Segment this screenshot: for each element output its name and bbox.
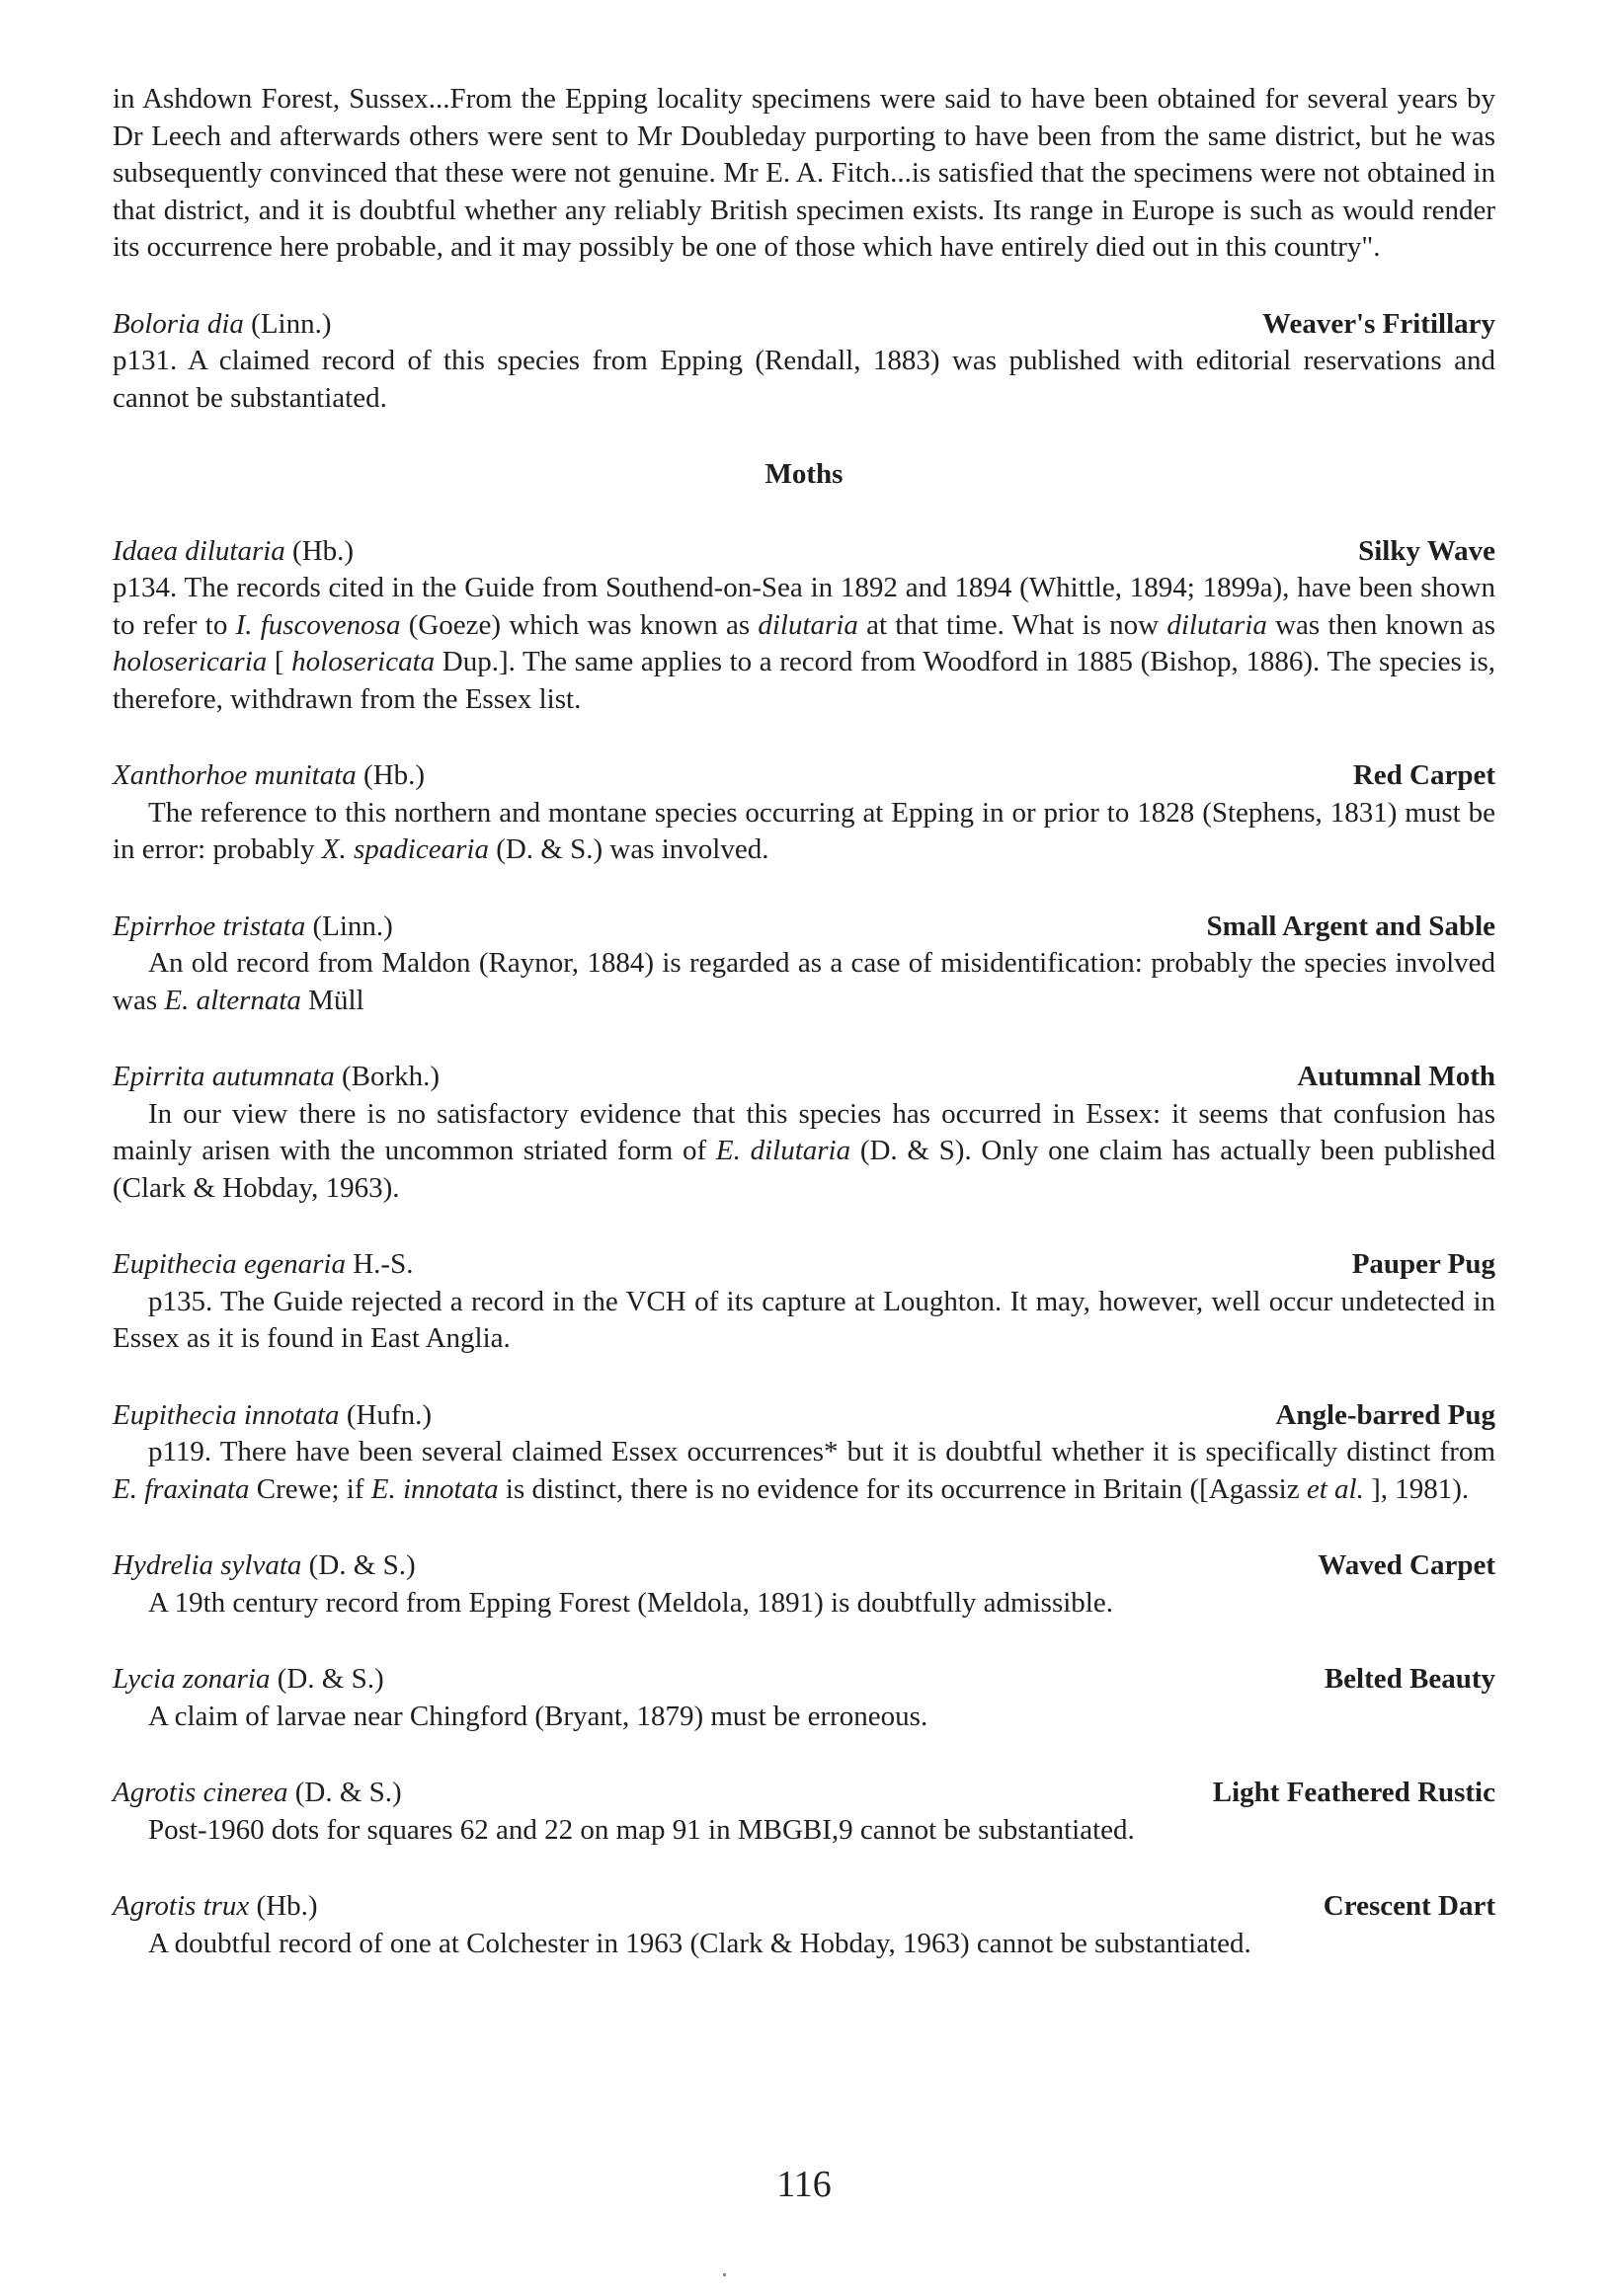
scientific-name: Agrotis cinerea (D. & S.) (113, 1777, 402, 1808)
common-name: Small Argent and Sable (1206, 910, 1495, 942)
entry-text: p131. A claimed record of this species from Epping (Rendall, 1883) was published with editorial reservations and cannot be substantiated. (113, 345, 1495, 414)
entry-header (113, 1547, 1495, 1585)
scientific-name: Epirrita autumnata (Borkh.) (113, 1061, 441, 1092)
entry-text: p119. There have been several claimed Essex occurrences* but it is doubtful whether it is specifically distinct from E. fraxinata Crewe; if E. innotata is distinct, there is no evidence for its occurrence in Britain ([Agassiz et al. ], 1981). (113, 1436, 1495, 1505)
intro-paragraph: in Ashdown Forest, Sussex...From the Epping locality specimens were said to have been obtained for several years by Dr Leech and afterwards others were sent to Mr Doubleday purporting to have been from the same district, but he was subsequently convinced that these were not genuine. Mr E. A. Fitch...is satisfied that the specimens were not obtained in that district, and it is doubtful whether any reliably British specimen exists. Its range in Europe is such as would render its occurrence here probable, and it may possibly be one of those which have entirely died out in this country". (113, 83, 1495, 263)
scientific-name: Lycia zonaria (D. & S.) (113, 1663, 384, 1695)
entry-boloria-dia (113, 306, 1495, 418)
entry-text: An old record from Maldon (Raynor, 1884) is regarded as a case of misidentification: probably the species involved was E. alternata Müll (113, 947, 1495, 1016)
entry-eupithecia-egenaria (113, 1246, 1495, 1358)
common-name: Autumnal Moth (1297, 1061, 1495, 1092)
scientific-name: Idaea dilutaria (Hb.) (113, 534, 355, 567)
entry-text: p135. The Guide rejected a record in the VCH of its capture at Loughton. It may, however, well occur undetected in Essex as it is found in East Anglia. (113, 1285, 1495, 1354)
entry-header (113, 1775, 1495, 1812)
entry-xanthorhoe-munitata (113, 757, 1495, 869)
entry-text: p134. The records cited in the Guide from Southend-on-Sea in 1892 and 1894 (Whittle, 1894; 1899a), have been shown to refer to I. fuscovenosa (Goeze) which was known as dilutaria at that time. What is now dilutaria was then known as holosericaria [ holosericata Dup.]. The same applies to a record from Woodford in 1885 (Bishop, 1886). The species is, therefore, withdrawn from the Essex list. (113, 572, 1495, 715)
entry-header (113, 1246, 1495, 1284)
scientific-name: Epirrhoe tristata (Linn.) (113, 910, 393, 942)
entry-header (113, 306, 1495, 344)
entry-text: The reference to this northern and montane species occurring at Epping in or prior to 1828 (Stephens, 1831) must be in error: probably X. spadicearia (D. & S.) was involved. (113, 796, 1495, 865)
scientific-name: Boloria dia (Linn.) (113, 307, 332, 340)
entry-lycia-zonaria (113, 1661, 1495, 1735)
page-number: 116 (776, 2164, 832, 2205)
common-name: Light Feathered Rustic (1212, 1777, 1495, 1808)
scientific-name: Xanthorhoe munitata (Hb.) (113, 759, 426, 791)
entry-epirrhoe-tristata (113, 909, 1495, 1020)
entry-header (113, 909, 1495, 946)
entry-header (113, 1397, 1495, 1435)
entry-eupithecia-innotata (113, 1397, 1495, 1509)
entry-text: Post-1960 dots for squares 62 and 22 on map 91 in MBGBI,9 cannot be substantiated. (148, 1813, 1135, 1846)
scientific-name: Hydrelia sylvata (D. & S.) (113, 1549, 416, 1581)
scientific-name: Eupithecia innotata (Hufn.) (113, 1398, 432, 1431)
common-name: Belted Beauty (1324, 1663, 1495, 1695)
common-name: Silky Wave (1358, 534, 1495, 567)
entry-text: In our view there is no satisfactory evidence that this species has occurred in Essex: it seems that confusion has mainly arisen with the uncommon striated form of E. dilutaria (D. & S). Only one claim has actually been published (Clark & Hobday, 1963). (113, 1097, 1495, 1204)
entry-idaea-dilutaria (113, 533, 1495, 719)
common-name: Weaver's Fritillary (1262, 307, 1495, 340)
common-name: Crescent Dart (1323, 1890, 1495, 1922)
entry-agrotis-cinerea (113, 1775, 1495, 1849)
entry-header (113, 1059, 1495, 1096)
scientific-name: Eupithecia egenaria H.-S. (113, 1248, 414, 1280)
common-name: Angle-barred Pug (1275, 1398, 1495, 1431)
entry-hydrelia-sylvata (113, 1547, 1495, 1622)
entry-text: A 19th century record from Epping Forest (Meldola, 1891) is doubtfully admissible. (148, 1586, 1113, 1619)
entry-header (113, 1888, 1495, 1926)
common-name: Waved Carpet (1318, 1549, 1495, 1581)
entry-header (113, 757, 1495, 795)
entry-header (113, 1661, 1495, 1699)
entry-text: A claim of larvae near Chingford (Bryant, 1879) must be erroneous. (148, 1700, 928, 1732)
entry-text: A doubtful record of one at Colchester in 1963 (Clark & Hobday, 1963) cannot be substantiated. (148, 1927, 1251, 1959)
scan-speck (723, 2273, 726, 2276)
section-heading: Moths (764, 458, 844, 490)
scientific-name: Agrotis trux (Hb.) (113, 1890, 318, 1922)
common-name: Pauper Pug (1351, 1248, 1495, 1280)
entry-agrotis-trux (113, 1888, 1495, 1962)
entry-header (113, 533, 1495, 571)
entry-epirrita-autumnata (113, 1059, 1495, 1207)
common-name: Red Carpet (1352, 759, 1495, 791)
